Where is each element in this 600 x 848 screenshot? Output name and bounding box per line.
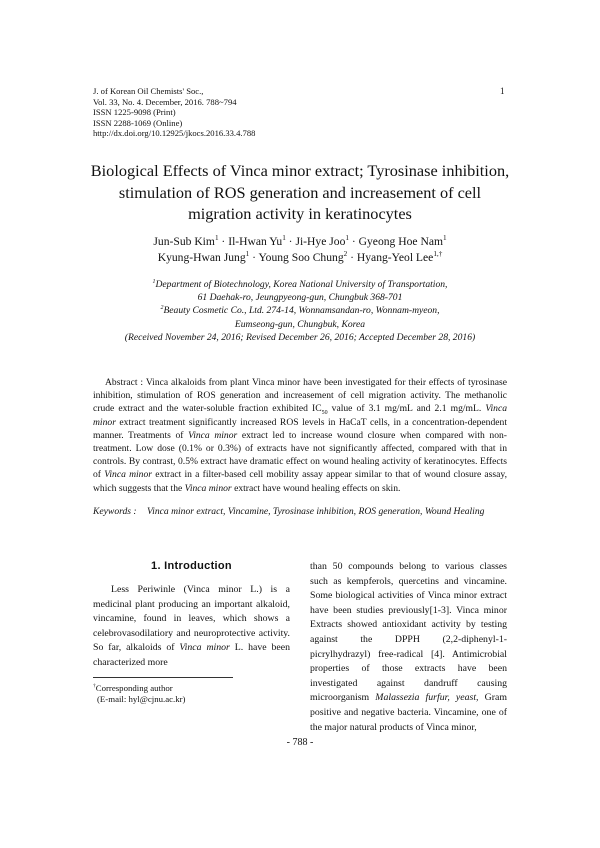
submission-dates: (Received November 24, 2016; Revised December 26, 2016; Accepted December 28, 2016): [124, 331, 476, 343]
author-name: Kyung-Hwan Jung: [157, 250, 246, 264]
abstract-text: Vinca alkaloids from plant Vinca minor have been investigated for their effects of tyrosinase inhibition, stimulation of ROS generation and increasement of cell migration activity. The methanolic crude extract and the water-soluble fraction exhibited IC: [93, 377, 507, 415]
abstract-text: extract treatment significantly increased ROS levels in HaCaT cells, in a concentration-dependent manner. Treatments of: [93, 416, 507, 441]
author-affiliation-mark: 1,†: [433, 249, 443, 258]
left-column: [93, 560, 290, 671]
abstract-text: extract have wound healing effects on skin.: [231, 482, 401, 494]
doi-link[interactable]: http://dx.doi.org/10.12925/jkocs.2016.33.4.788: [93, 128, 256, 139]
author-line-2: [80, 250, 520, 266]
journal-name: J. of Korean Oil Chemists' Soc.,: [93, 86, 204, 96]
affiliation-2-line-1: [80, 304, 520, 317]
journal-info: [93, 86, 255, 139]
keywords: [93, 505, 507, 518]
species-name: Vinca minor: [184, 482, 232, 494]
keywords-text: Vinca minor extract, Vincamine, Tyrosinase inhibition, ROS generation, Wound Healing: [147, 506, 485, 517]
affiliation-text: Beauty Cosmetic Co., Ltd. 274-14, Wonnamsandan-ro, Wonnam-myeon,: [163, 305, 440, 317]
species-name: Vinca minor: [93, 403, 508, 428]
body-text: Less Periwinle (Vinca minor L.) is a medicinal plant producing an important alkaloid, vincamine, found in leaves, which shows a celebrovasodilatiory and neuroprotective activity. So far, alkaloids of: [93, 584, 290, 654]
affiliation-number: 2: [160, 305, 164, 312]
title-line-3: migration activity in keratinocytes: [188, 204, 412, 223]
affiliations: [80, 278, 520, 344]
author-affiliation-mark: 2: [343, 249, 348, 258]
body-text: L. have been characterized more: [93, 642, 290, 668]
author-separator: ·: [249, 250, 259, 264]
author-separator: ·: [218, 235, 229, 248]
abstract-label: Abstract: [105, 377, 138, 388]
right-column: [310, 560, 507, 735]
abstract-separator: :: [137, 377, 146, 388]
title-line-2: stimulation of ROS generation and increasement of cell: [118, 182, 482, 202]
author-line-1: [80, 234, 520, 250]
author-name: Young Soo Chung: [258, 250, 344, 264]
issn-online: ISSN 2288-1069 (Online): [93, 117, 183, 128]
journal-volume: Vol. 33, No. 4. December, 2016. 788~794: [93, 96, 237, 107]
affiliation-1-line-1: [80, 278, 520, 291]
author-list: [80, 234, 520, 265]
abstract: [93, 376, 507, 495]
author-separator: ·: [347, 250, 357, 264]
abstract-text: extract in a filter-based cell mobility assay appear similar to that of wound closure assay, which suggests that the: [93, 469, 507, 494]
author-separator: ·: [348, 235, 359, 248]
footnote-divider: [93, 677, 233, 678]
title-line-1: Biological Effects of Vinca minor extract; Tyrosinase inhibition,: [90, 161, 510, 180]
author-name: Gyeong Hoe Nam: [358, 235, 443, 248]
body-text: Gram positive and negative bacteria. Vincamine, one of the major natural products of Vinca minor,: [310, 692, 507, 733]
author-name: Jun-Sub Kim: [153, 235, 215, 248]
ic50-subscript: 50: [321, 410, 328, 417]
affiliation-number: 1: [152, 278, 156, 285]
affiliation-2-line-2: Eumseong-gun, Chungbuk, Korea: [234, 318, 366, 330]
abstract-text: extract led to increase wound closure when compared with non-treatment. Low dose (0.1% or 0.3%) of extracts have not significantly affected, compared with that in controls. By contrast, 0.5% extract have dramatic effect on wound healing activity of keratinocytes. Effects of: [93, 429, 507, 481]
author-affiliation-mark: 1: [443, 234, 447, 243]
intro-paragraph-right: [310, 560, 507, 735]
footnote-line-1: [93, 683, 185, 694]
author-name: Il-Hwan Yu: [228, 235, 283, 248]
species-name: Vinca minor: [179, 642, 230, 654]
author-separator: ·: [285, 235, 296, 248]
species-name: Malassezia furfur, yeast,: [375, 692, 479, 704]
author-affiliation-mark: 1: [282, 234, 286, 243]
page-number: - 788 -: [286, 737, 314, 748]
affiliation-1-line-2: 61 Daehak-ro, Jeungpyeong-gun, Chungbuk 368-701: [197, 292, 403, 304]
species-name: Vinca minor: [104, 469, 152, 481]
issn-print: ISSN 1225-9098 (Print): [93, 107, 176, 118]
author-affiliation-mark: 1: [214, 234, 219, 243]
affiliation-text: Department of Biotechnology, Korea National University of Transportation,: [155, 279, 448, 290]
author-affiliation-mark: 1: [345, 234, 349, 243]
body-text: than 50 compounds belong to various classes such as kempferols, quercetins and vincamine. Some biological activities of Vinca minor extract have been studies previously[1-3]. Vinca minor Extracts showed antioxidant activity by testing against the DPPH (2,2-diphenyl-1- picrylhydrazyl) free-radical [4]. Antimicrobial properties of those extracts have been investigated against dandruff causing microorganism: [310, 561, 507, 704]
footnote-text: Corresponding author: [95, 683, 173, 693]
paper-title: [80, 160, 520, 225]
author-affiliation-mark: 1: [245, 249, 250, 258]
footnote: [93, 683, 185, 706]
abstract-text: value of 3.1 mg/mL and 2.1 mg/mL.: [327, 403, 486, 415]
author-name: Ji-Hye Joo: [295, 235, 346, 248]
page-corner-number: 1: [500, 86, 505, 96]
section-heading-introduction: 1. Introduction: [151, 560, 232, 572]
intro-paragraph-left: [93, 583, 290, 671]
species-name: Vinca minor: [188, 429, 238, 441]
footnote-line-2: (E-mail: hyl@cjnu.ac.kr): [97, 694, 186, 705]
keywords-label: Keywords :: [93, 506, 137, 517]
footnote-mark: †: [93, 683, 96, 690]
author-name: Hyang-Yeol Lee: [356, 250, 434, 264]
